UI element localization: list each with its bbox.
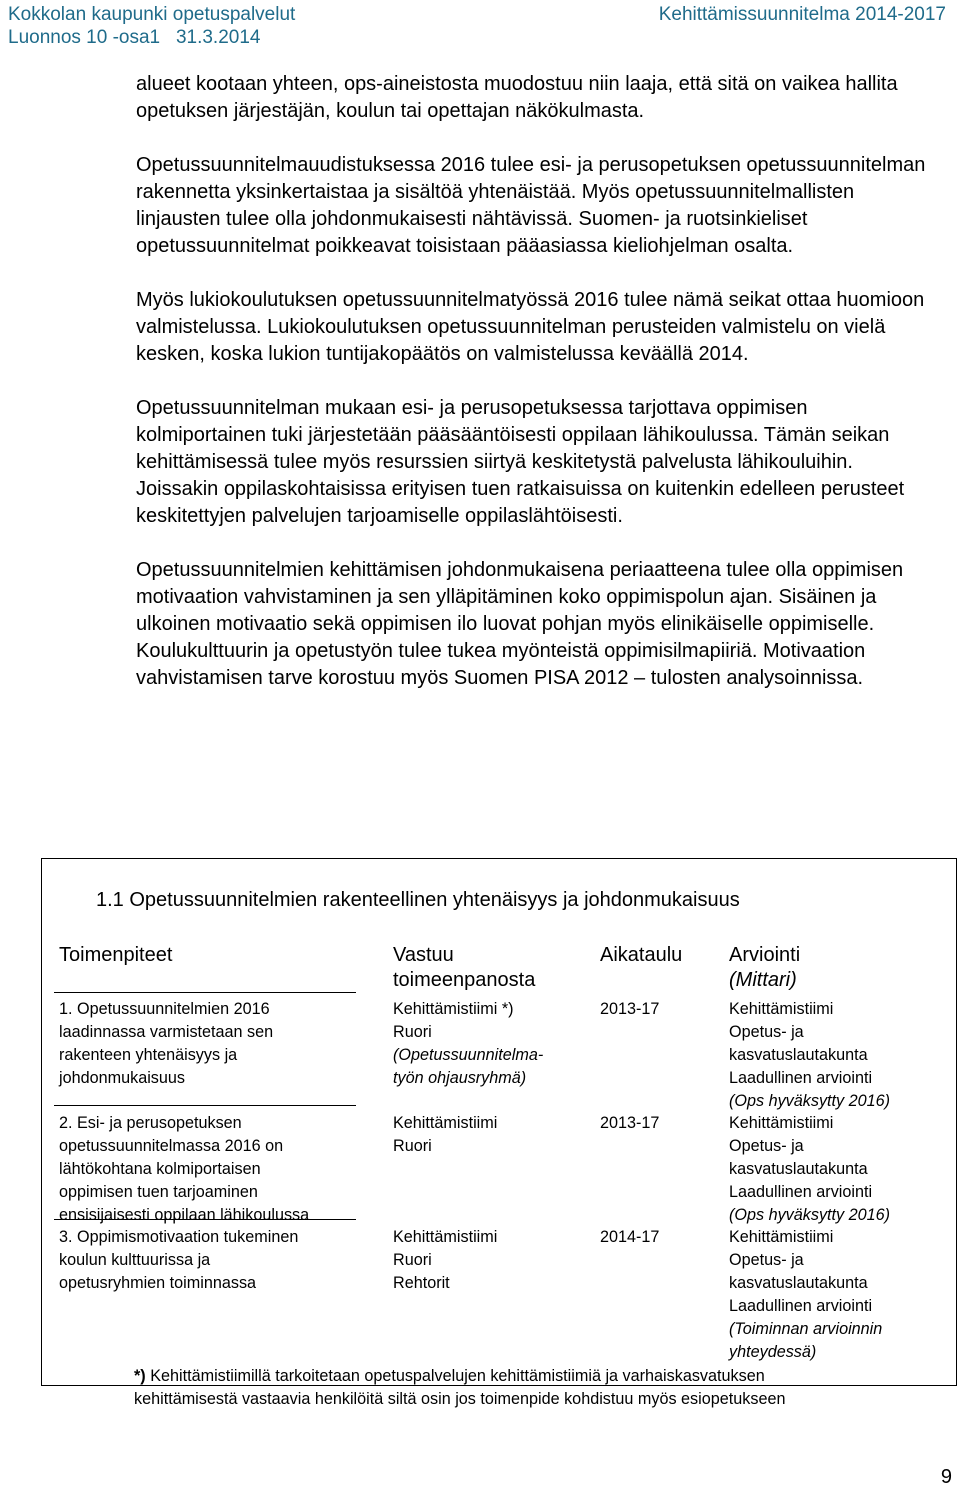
table-title: 1.1 Opetussuunnitelmien rakenteellinen yhtenäisyys ja johdonmukaisuus bbox=[96, 889, 740, 911]
table-row-3-responsibility: Kehittämistiimi Ruori Rehtorit bbox=[393, 1228, 498, 1292]
footnote-line2: kehittämisestä vastaavia henkilöitä siltä osin jos toimenpide kohdistuu myös esiopetukseen bbox=[134, 1390, 786, 1408]
header-draft: Luonnos 10 -osa1 31.3.2014 bbox=[8, 27, 261, 48]
header-plan: Kehittämissuunnitelma 2014-2017 bbox=[658, 4, 946, 25]
header-measures: Toimenpiteet bbox=[59, 944, 173, 966]
paragraph: Opetussuunnitelman mukaan esi- ja perusopetuksessa tarjottava oppimisen kolmiportainen tuki järjestetään pääsääntöisesti oppilaan lähikoulussa. Tämän seikan kehittämisessä tulee myös resurssien siirtyä keskitetystä palvelusta lähikouluihin. Joissakin oppilaskohtaisissa erityisen tuen ratkaisuissa on kuitenkin edelleen perusteet keskitettyjen palvelujen tarjoamiselle oppilaslähtöisesti. bbox=[136, 397, 905, 527]
paragraph: alueet kootaan yhteen, ops-aineistosta muodostuu niin laaja, että sitä on vaikea hallita opetuksen järjestäjän, koulun tai opettajan näkökulmasta. bbox=[136, 73, 898, 122]
header-responsibility: Vastuu toimeenpanosta bbox=[393, 944, 536, 991]
measures-table-box bbox=[41, 858, 957, 1386]
table-row-2-schedule: 2013-17 bbox=[600, 1114, 660, 1132]
footnote-marker: *) bbox=[134, 1367, 146, 1385]
page-number: 9 bbox=[940, 1466, 952, 1488]
row-rule bbox=[54, 1105, 356, 1106]
body-text bbox=[136, 71, 936, 719]
table-row-3-evaluation: Kehittämistiimi Opetus- ja kasvatuslautakunta Laadullinen arviointi (Toiminnan arvioinnin yhteydessä) bbox=[729, 1228, 883, 1361]
table-row-2-measure: 2. Esi- ja perusopetuksen opetussuunnitelmassa 2016 on lähtökohtana kolmiportaisen oppimisen tuen tarjoaminen ensisijaisesti oppilaan lähikoulussa bbox=[59, 1114, 310, 1224]
header-schedule: Aikataulu bbox=[600, 944, 683, 966]
page-header-left bbox=[8, 3, 295, 49]
row-rule bbox=[54, 992, 356, 993]
table-row-3-measure: 3. Oppimismotivaation tukeminen koulun kulttuurissa ja opetusryhmien toiminnassa bbox=[59, 1228, 299, 1292]
table-row-1-evaluation: Kehittämistiimi Opetus- ja kasvatuslautakunta Laadullinen arviointi (Ops hyväksytty 2016) bbox=[729, 1000, 891, 1110]
page-header-right bbox=[659, 3, 946, 26]
header-evaluation: Arviointi (Mittari) bbox=[729, 944, 801, 991]
paragraph: Opetussuunnitelmien kehittämisen johdonmukaisena periaatteena tulee olla oppimisen motivaation vahvistaminen ja sen ylläpitäminen koko oppimispolun ajan. Sisäinen ja ulkoinen motivaatio sekä oppimisen ilo luovat pohjan myös elinikäiselle oppimiselle. Koulukulttuurin ja opetustyön tulee tukea myönteistä oppimisilmapiiriä. Motivaation vahvistamisen tarve korostuu myös Suomen PISA 2012 – tulosten analysoinnissa. bbox=[136, 559, 904, 689]
table-row-1-responsibility: Kehittämistiimi *) Ruori (Opetussuunnitelma- työn ohjausryhmä) bbox=[393, 1000, 544, 1087]
table-row-1-schedule: 2013-17 bbox=[600, 1000, 660, 1018]
table-row-1-measure: 1. Opetussuunnitelmien 2016 laadinnassa varmistetaan sen rakenteen yhtenäisyys ja johdonmukaisuus bbox=[59, 1000, 274, 1087]
paragraph: Myös lukiokoulutuksen opetussuunnitelmatyössä 2016 tulee nämä seikat ottaa huomioon valmistelussa. Lukiokoulutuksen opetussuunnitelman perusteiden valmistelu on vielä kesken, koska lukion tuntijakopäätös on valmistelussa keväällä 2014. bbox=[136, 289, 925, 365]
table-row-3-schedule: 2014-17 bbox=[600, 1228, 660, 1246]
footnote-line1: Kehittämistiimillä tarkoitetaan opetuspalvelujen kehittämistiimiä ja varhaiskasvatuksen bbox=[145, 1367, 765, 1385]
footnote bbox=[134, 1365, 944, 1411]
paragraph: Opetussuunnitelmauudistuksessa 2016 tulee esi- ja perusopetuksen opetussuunnitelman rakennetta yksinkertaistaa ja sisältöä yhtenäistää. Myös opetussuunnitelmallisten linjausten tulee olla johdonmukaisesti nähtävissä. Suomen- ja ruotsinkieliset opetussuunnitelmat poikkeavat toisistaan pääasiassa kieliohjelman osalta. bbox=[136, 154, 926, 257]
table-row-2-evaluation: Kehittämistiimi Opetus- ja kasvatuslautakunta Laadullinen arviointi (Ops hyväksytty 2016) bbox=[729, 1114, 891, 1224]
table-row-2-responsibility: Kehittämistiimi Ruori bbox=[393, 1114, 498, 1155]
header-org: Kokkolan kaupunki opetuspalvelut bbox=[8, 4, 296, 25]
